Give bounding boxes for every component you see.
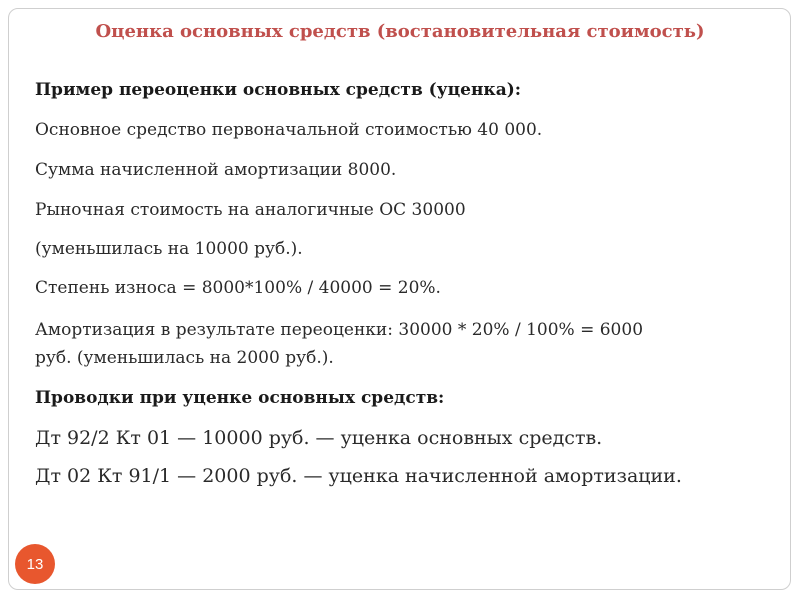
depreciation-line: Сумма начисленной амортизации 8000. [35, 160, 397, 180]
market-value-line: Рыночная стоимость на аналогичные ОС 30000 [35, 200, 466, 220]
example-heading: Пример переоценки основных средств (уценка): [35, 80, 522, 100]
decrease-line: (уменьшилась на 10000 руб.). [35, 239, 303, 259]
entry-line-1: Дт 92/2 Кт 01 — 10000 руб. — уценка основных средств. [35, 427, 603, 449]
initial-cost-line: Основное средство первоначальной стоимостью 40 000. [35, 120, 543, 140]
entries-heading: Проводки при уценке основных средств: [35, 388, 445, 408]
wear-degree-line: Степень износа = 8000*100% / 40000 = 20%. [35, 278, 441, 298]
entry-line-2: Дт 02 Кт 91/1 — 2000 руб. — уценка начисленной амортизации. [35, 465, 682, 487]
revaluation-depreciation-line: Амортизация в результате переоценки: 30000 * 20% / 100% = 6000 [35, 320, 644, 340]
slide-title: Оценка основных средств (востановительная стоимость) [95, 21, 705, 42]
page-number-badge: 13 [15, 544, 55, 584]
revaluation-decrease-line: руб. (уменьшилась на 2000 руб.). [35, 348, 334, 368]
